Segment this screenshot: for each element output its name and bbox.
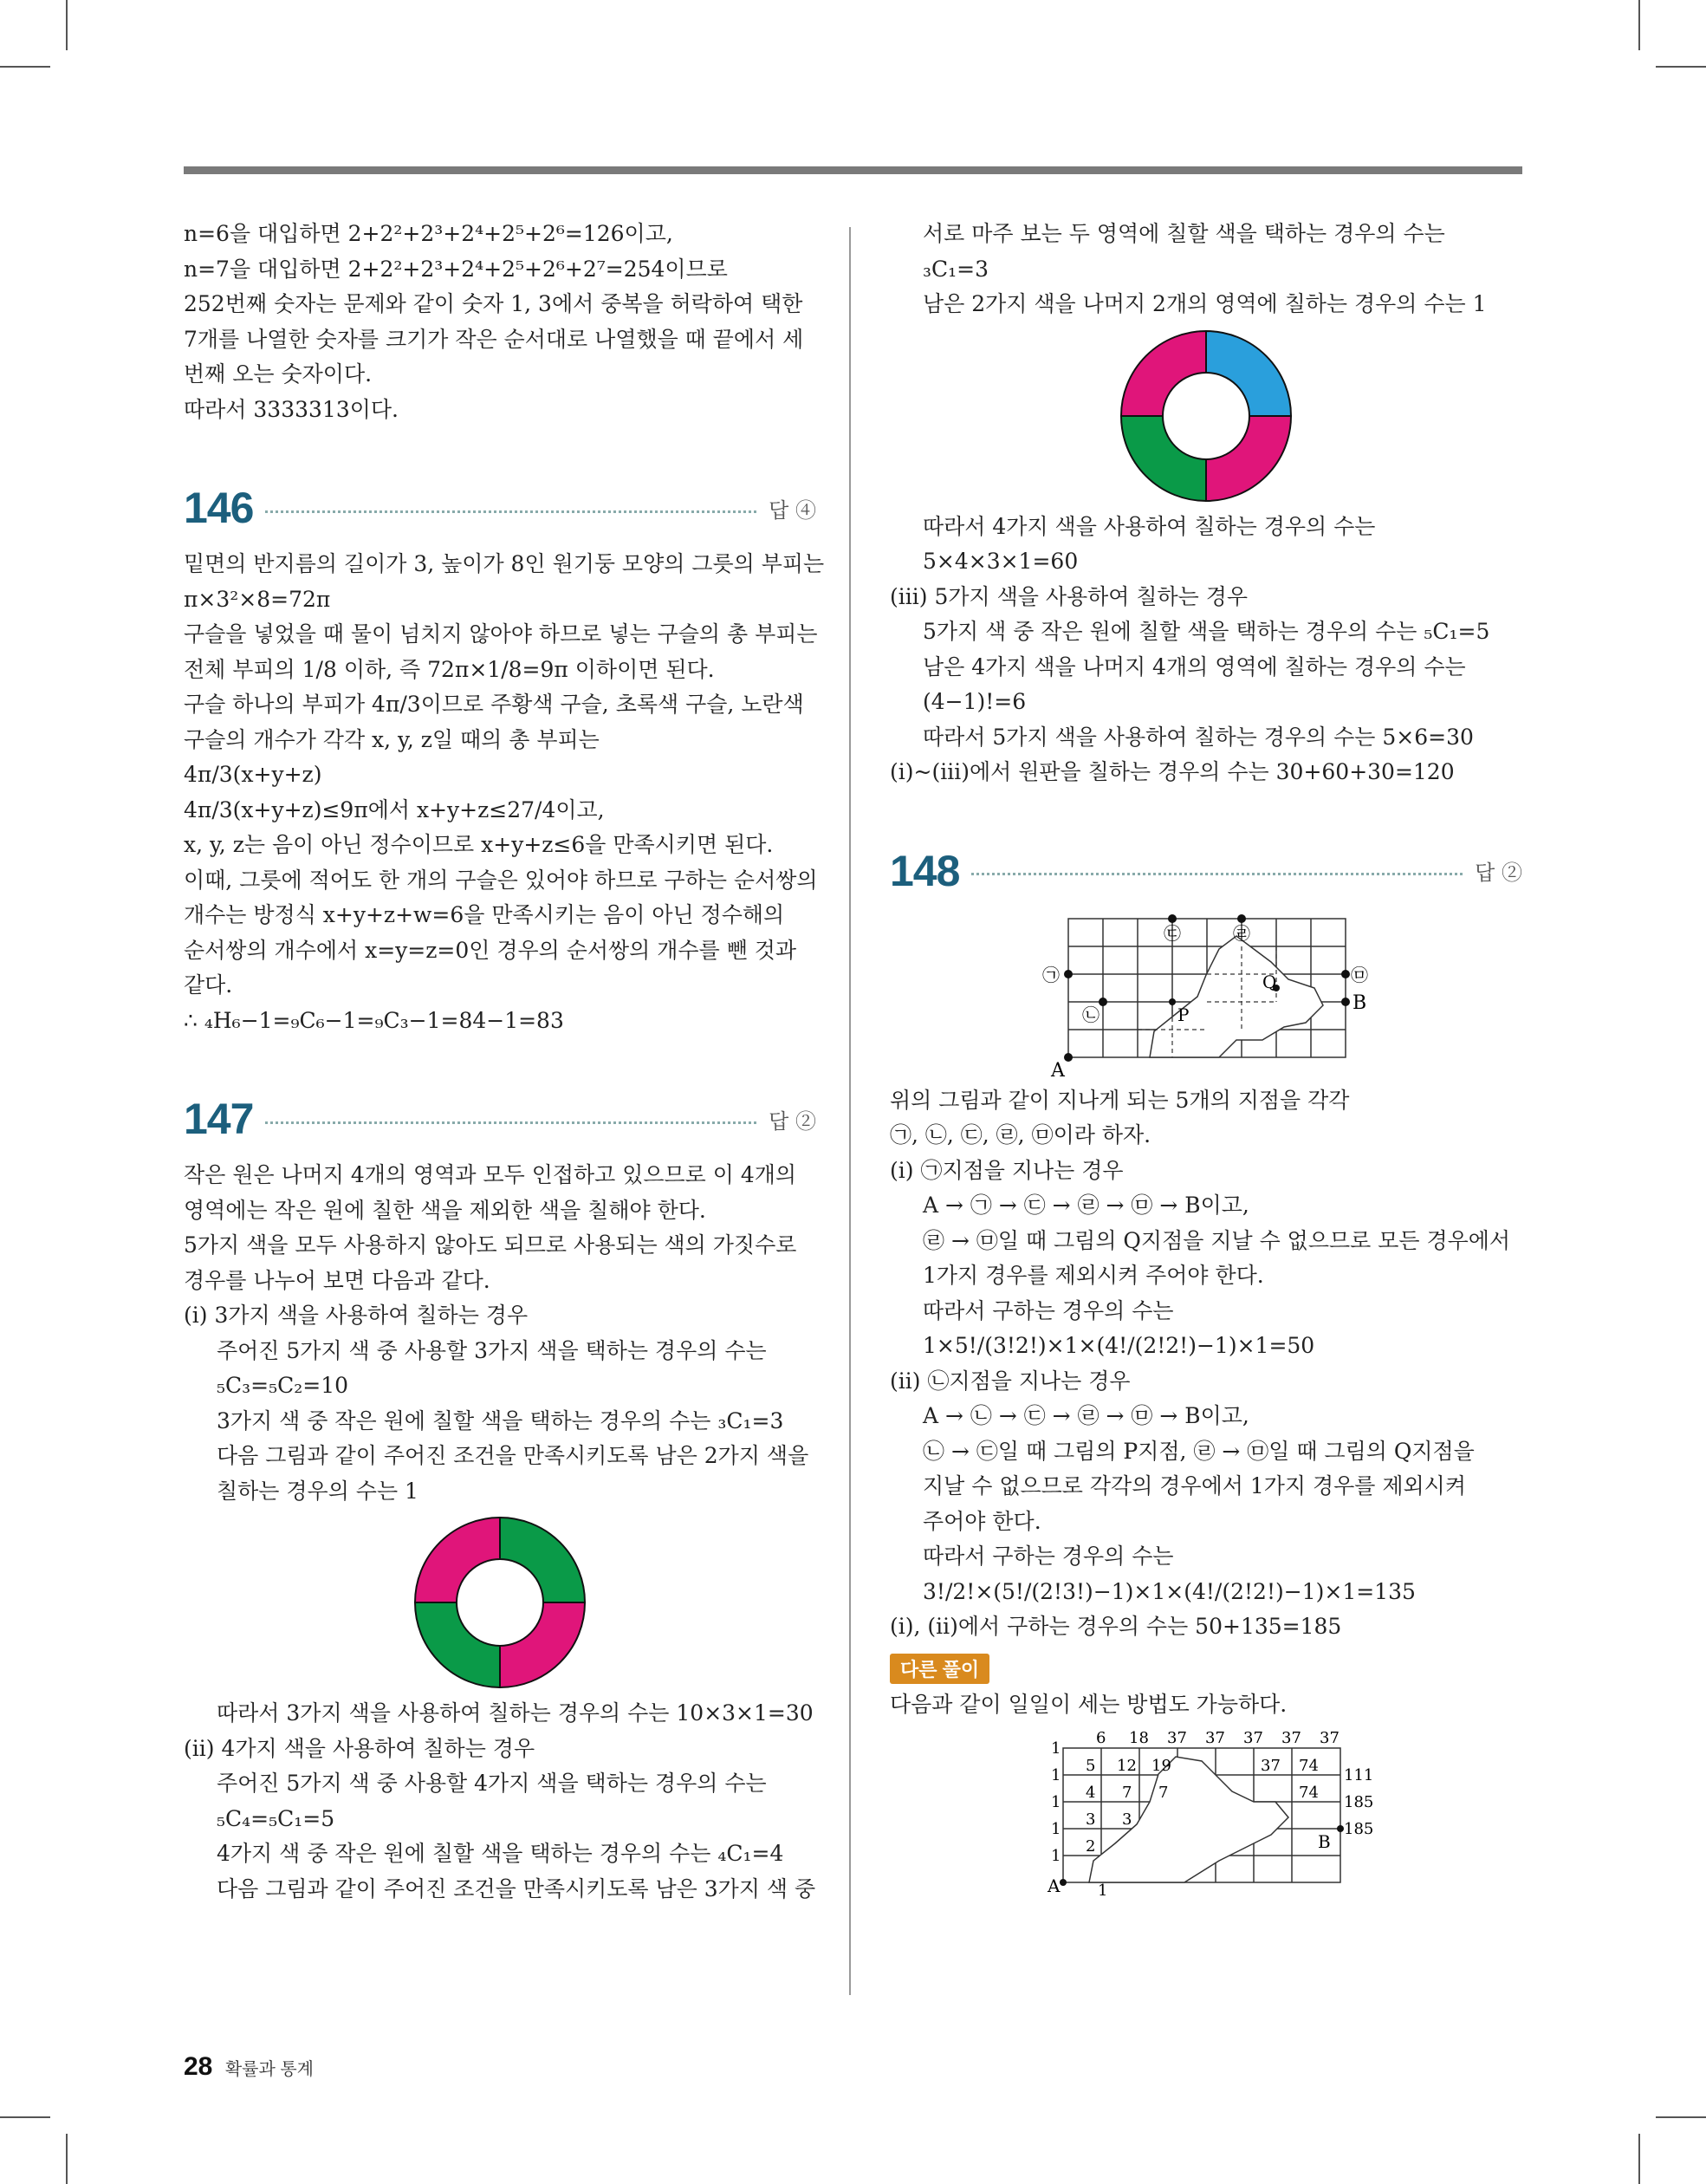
text-line: 주어진 5가지 색 중 사용할 3가지 색을 택하는 경우의 수는 (217, 1337, 767, 1363)
text-line: 개수는 방정식 x+y+z+w=6을 만족시키는 음이 아닌 정수해의 (184, 902, 785, 927)
text-line: ㉠, ㉡, ㉢, ㉣, ㉤이라 하자. (890, 1122, 1151, 1147)
answer-label: 답 ④ (769, 497, 816, 523)
label-c1: ㉠ (1042, 964, 1060, 985)
text-line: ㉣ → ㉤일 때 그림의 Q지점을 지날 수 없으므로 모든 경우에서 (923, 1227, 1511, 1253)
label-c3: ㉢ (1164, 922, 1181, 944)
text-line: ₅C₄=₅C₁=5 (217, 1805, 335, 1831)
count-left: 1 (1051, 1847, 1061, 1865)
count-left: 1 (1051, 1820, 1061, 1838)
text-line: x, y, z는 음이 아닌 정수이므로 x+y+z≤6을 만족시키면 된다. (184, 832, 774, 857)
text-line: 구슬 하나의 부피가 4π/3이므로 주황색 구슬, 초록색 구슬, 노란색 (184, 692, 804, 717)
label-c5: ㉤ (1351, 964, 1368, 985)
text-line: ∴ ₄H₆−1=₉C₆−1=₉C₃−1=84−1=83 (184, 1007, 564, 1033)
right-column (890, 217, 1522, 1895)
text-line: 5×4×3×1=60 (923, 549, 1079, 574)
text-line: 주어야 한다. (923, 1508, 1041, 1534)
text-line: 다음 그림과 같이 주어진 조건을 만족시키도록 남은 3가지 색 중 (217, 1875, 816, 1901)
page-number: 28 (184, 2052, 213, 2081)
count-top: 37 (1205, 1729, 1225, 1747)
text-line: (ⅰ) 3가지 색을 사용하여 칠하는 경우 (184, 1303, 529, 1328)
text-line: 4π/3(x+y+z) (184, 762, 322, 787)
text-line: π×3²×8=72π (184, 586, 331, 612)
count-top: 37 (1167, 1729, 1187, 1747)
text-line: 위의 그림과 같이 지나게 되는 5개의 지점을 각각 (890, 1087, 1350, 1113)
text-line: 칠하는 경우의 수는 1 (217, 1478, 418, 1504)
text-line: 남은 4가지 색을 나머지 4개의 영역에 칠하는 경우의 수는 (923, 653, 1466, 679)
ring-segment (1206, 416, 1291, 501)
text-line: 전체 부피의 1/8 이하, 즉 72π×1/8=9π 이하이면 된다. (184, 656, 715, 682)
count-inner: 3 (1122, 1810, 1132, 1829)
text-line: 4가지 색 중 작은 원에 칠할 색을 택하는 경우의 수는 ₄C₁=4 (217, 1841, 784, 1866)
point-a (1064, 1053, 1073, 1062)
text-line: 순서쌍의 개수에서 x=y=z=0인 경우의 순서쌍의 개수를 뺀 것과 (184, 937, 797, 963)
intro-text (184, 217, 816, 427)
text-line: n=7을 대입하면 2+2²+2³+2⁴+2⁵+2⁶+2⁷=254이므로 (184, 256, 728, 282)
text-line: (ⅱ) 4가지 색을 사용하여 칠하는 경우 (184, 1735, 535, 1761)
crop-mark (66, 0, 68, 50)
crop-mark (0, 66, 50, 68)
count-inner: 7 (1122, 1784, 1132, 1802)
count-inner: 37 (1261, 1757, 1281, 1775)
text-line: (ⅰ) ㉠지점을 지나는 경우 (890, 1157, 1124, 1183)
leader-dots (265, 510, 756, 513)
label-c2: ㉡ (1082, 1004, 1099, 1025)
count-right: 185 (1344, 1793, 1374, 1811)
text-line: 252번째 숫자는 문제와 같이 숫자 1, 3에서 중복을 허락하여 택한 (184, 291, 803, 316)
label-q: Q (1262, 971, 1277, 992)
count-inner: 4 (1086, 1784, 1096, 1802)
point-5 (1341, 970, 1350, 978)
problem-header-148 (890, 832, 1522, 910)
point-3 (1168, 914, 1177, 923)
count-top: 37 (1281, 1729, 1301, 1747)
text-line: 5가지 색 중 작은 원에 칠할 색을 택하는 경우의 수는 ₅C₁=5 (923, 619, 1490, 644)
text-line: 따라서 4가지 색을 사용하여 칠하는 경우의 수는 (923, 513, 1376, 539)
text-line: 3!/2!×(5!/(2!3!)−1)×1×(4!/(2!2!)−1)×1=135 (923, 1578, 1416, 1604)
ring-segment (500, 1602, 585, 1687)
text-line: n=6을 대입하면 2+2²+2³+2⁴+2⁵+2⁶=126이고, (184, 221, 673, 246)
text-line: (ⅰ)~(ⅲ)에서 원판을 칠하는 경우의 수는 30+60+30=120 (890, 759, 1455, 784)
text-line: 주어진 5가지 색 중 사용할 4가지 색을 택하는 경우의 수는 (217, 1771, 767, 1796)
path-count-grid (890, 1722, 1522, 1895)
left-column (184, 217, 825, 1907)
count-inner: 12 (1117, 1757, 1137, 1775)
text-line: 다음과 같이 일일이 세는 방법도 가능하다. (890, 1691, 1288, 1717)
count-inner: 1 (1098, 1882, 1108, 1895)
label-p: P (1177, 1004, 1190, 1025)
problem-number: 148 (890, 846, 960, 895)
ring-diagram-3-colors (413, 1516, 587, 1689)
text-line: 같다. (184, 972, 233, 998)
label-a: A (1048, 1875, 1061, 1895)
label-b: B (1318, 1831, 1331, 1852)
ring-segment (1121, 416, 1206, 501)
crop-mark (1656, 66, 1706, 68)
text-line: 서로 마주 보는 두 영역에 칠할 색을 택하는 경우의 수는 (923, 221, 1445, 246)
text-line: 영역에는 작은 원에 칠한 색을 제외한 색을 칠해야 한다. (184, 1197, 706, 1223)
point-a (1060, 1879, 1067, 1886)
ring-segment (415, 1518, 500, 1602)
count-inner: 74 (1299, 1757, 1319, 1775)
text-line: 3가지 색 중 작은 원에 칠할 색을 택하는 경우의 수는 ₃C₁=3 (217, 1407, 784, 1433)
text-line: 지날 수 없으므로 각각의 경우에서 1가지 경우를 제외시켜 (923, 1473, 1466, 1498)
count-inner: 19 (1151, 1757, 1171, 1775)
blocked-region (1150, 936, 1323, 1057)
text-line: (ⅲ) 5가지 색을 사용하여 칠하는 경우 (890, 583, 1249, 609)
count-left: 1 (1051, 1793, 1061, 1811)
ring-segment (415, 1602, 500, 1687)
point-4 (1237, 914, 1246, 923)
header-rule (184, 166, 1522, 174)
point-p (1169, 998, 1176, 1005)
count-right: 185 (1344, 1820, 1374, 1838)
count-inner: 5 (1086, 1757, 1096, 1775)
crop-mark (0, 2116, 50, 2118)
leader-dots (265, 1121, 756, 1124)
problem-number: 147 (184, 1095, 254, 1143)
label-a: A (1051, 1059, 1065, 1082)
text-line: 구슬의 개수가 각각 x, y, z일 때의 총 부피는 (184, 726, 600, 752)
text-line: 따라서 5가지 색을 사용하여 칠하는 경우의 수는 5×6=30 (923, 724, 1474, 750)
text-line: (4−1)!=6 (923, 689, 1027, 714)
crop-mark (66, 2134, 68, 2184)
ring-diagram-4-colors (1119, 329, 1293, 503)
text-line: A → ㉡ → ㉢ → ㉣ → ㉤ → B이고, (923, 1403, 1249, 1428)
ring-segment (1121, 331, 1206, 416)
text-line: 따라서 3333313이다. (184, 396, 399, 422)
text-line: 1×5!/(3!2!)×1×(4!/(2!2!)−1)×1=50 (923, 1333, 1315, 1358)
label-c4: ㉣ (1233, 922, 1250, 944)
point-b (1337, 1825, 1344, 1832)
count-left: 1 (1051, 1766, 1061, 1784)
crop-mark (1638, 0, 1640, 50)
text-line: 따라서 구하는 경우의 수는 (923, 1544, 1174, 1569)
text-line: 이때, 그릇에 적어도 한 개의 구슬은 있어야 하므로 구하는 순서쌍의 (184, 867, 818, 893)
text-line: 따라서 3가지 색을 사용하여 칠하는 경우의 수는 10×3×1=30 (217, 1700, 814, 1726)
count-right: 111 (1344, 1766, 1374, 1784)
solution-147 (184, 1158, 816, 1907)
alternative-solution-badge: 다른 풀이 (890, 1654, 989, 1684)
count-inner: 2 (1086, 1837, 1096, 1856)
column-divider (849, 227, 851, 1995)
book-title: 확률과 통계 (224, 2060, 314, 2079)
text-line: 작은 원은 나머지 4개의 영역과 모두 인접하고 있으므로 이 4개의 (184, 1162, 797, 1187)
text-line: A → ㉠ → ㉢ → ㉣ → ㉤ → B이고, (923, 1193, 1249, 1218)
text-line: 4π/3(x+y+z)≤9π에서 x+y+z≤27/4이고, (184, 796, 605, 822)
text-line: 번째 오는 숫자이다. (184, 361, 373, 387)
grid-path-diagram (890, 910, 1522, 1083)
answer-label: 답 ② (769, 1108, 816, 1134)
crop-mark (1638, 2134, 1640, 2184)
text-line: 5가지 색을 모두 사용하지 않아도 되므로 사용되는 색의 가짓수로 (184, 1232, 797, 1258)
problem-header-147 (184, 1080, 816, 1158)
count-inner: 3 (1086, 1810, 1096, 1829)
text-line: 따라서 구하는 경우의 수는 (923, 1297, 1174, 1323)
count-inner: 74 (1299, 1784, 1319, 1802)
count-top: 6 (1096, 1729, 1106, 1747)
text-line: 남은 2가지 색을 나머지 2개의 영역에 칠하는 경우의 수는 1 (923, 291, 1487, 316)
text-line: 구슬을 넣었을 때 물이 넘치지 않아야 하므로 넣는 구슬의 총 부피는 (184, 621, 818, 647)
page-footer (184, 2052, 314, 2082)
text-line: 밑면의 반지름의 길이가 3, 높이가 8인 원기둥 모양의 그릇의 부피는 (184, 551, 825, 576)
problem-header-146 (184, 469, 816, 547)
count-top: 37 (1243, 1729, 1263, 1747)
text-line: 다음 그림과 같이 주어진 조건을 만족시키도록 남은 2가지 색을 (217, 1443, 809, 1468)
count-inner: 7 (1158, 1784, 1169, 1802)
solution-146 (184, 547, 825, 1038)
text-line: 7개를 나열한 숫자를 크기가 작은 순서대로 나열했을 때 끝에서 세 (184, 326, 804, 352)
point-1 (1064, 970, 1073, 978)
crop-mark (1656, 2116, 1706, 2118)
count-top: 18 (1129, 1729, 1149, 1747)
point-b (1341, 998, 1350, 1006)
count-left: 1 (1051, 1739, 1061, 1758)
text-line: (ⅰ), (ⅱ)에서 구하는 경우의 수는 50+135=185 (890, 1614, 1342, 1639)
text-line: 1가지 경우를 제외시켜 주어야 한다. (923, 1263, 1264, 1288)
count-top: 37 (1320, 1729, 1340, 1747)
text-line: (ⅱ) ㉡지점을 지나는 경우 (890, 1368, 1131, 1394)
label-b: B (1352, 991, 1367, 1014)
problem-number: 146 (184, 484, 254, 532)
leader-dots (971, 873, 1463, 875)
text-line: ₃C₁=3 (923, 256, 989, 282)
text-line: ₅C₃=₅C₂=10 (217, 1373, 349, 1398)
ring-segment (500, 1518, 585, 1602)
ring-segment (1206, 331, 1291, 416)
text-line: ㉡ → ㉢일 때 그림의 P지점, ㉣ → ㉤일 때 그림의 Q지점을 (923, 1438, 1475, 1464)
answer-label: 답 ② (1475, 861, 1522, 885)
point-2 (1099, 998, 1107, 1006)
text-line: 경우를 나누어 보면 다음과 같다. (184, 1267, 490, 1293)
